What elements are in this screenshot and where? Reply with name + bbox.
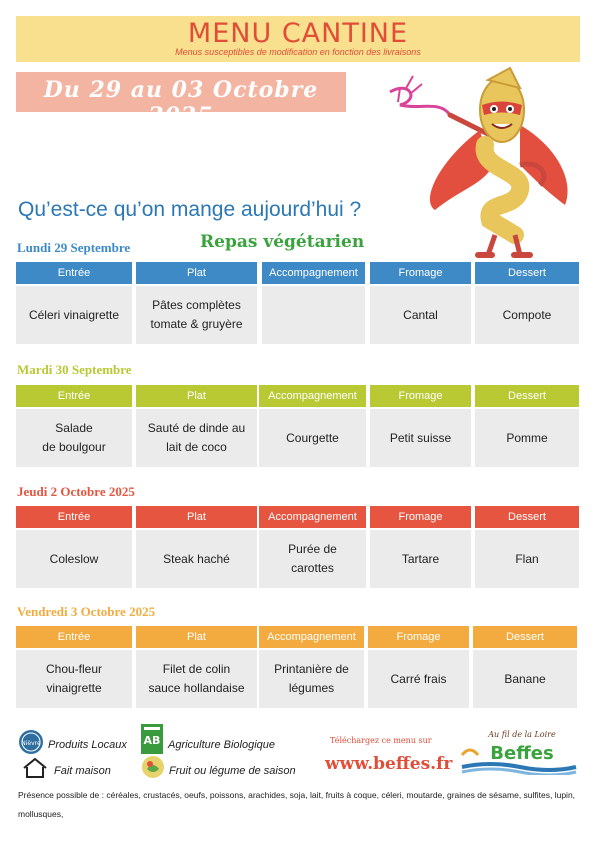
date-range-banner	[16, 72, 346, 129]
local-products-logo-icon	[18, 729, 44, 755]
legend-local: Produits Locaux	[48, 739, 127, 751]
page-title: MENU CANTINE	[187, 18, 409, 49]
column-header-fromage: Fromage	[370, 506, 471, 528]
svg-text:Beffes: Beffes	[490, 743, 554, 764]
question-heading: Qu’est-ce qu’on mange aujourd’hui ?	[18, 198, 362, 221]
column-header-fromage: Fromage	[370, 385, 471, 407]
seasonal-fruit-icon	[141, 755, 165, 779]
column-header-entree: Entrée	[16, 626, 132, 648]
menu-cell-entree: Salade de boulgour	[16, 409, 132, 467]
legend-seasonal: Fruit ou légume de saison	[169, 765, 296, 777]
column-header-accompagnement: Accompagnement	[259, 385, 366, 407]
page-subtitle: Menus susceptibles de modification en fonction des livraisons	[175, 47, 421, 57]
menu-cell-plat: Filet de colin sauce hollandaise	[136, 650, 257, 708]
column-header-plat: Plat	[136, 506, 257, 528]
menu-cell-accompagnement: Printanière de légumes	[259, 650, 364, 708]
allergens-note: Présence possible de : céréales, crustacés, oeufs, poissons, arachides, soja, lait, fruits à coque, céleri, moutarde, graines de sésame, sulfites, lupin, mollusques,	[18, 790, 576, 819]
menu-cell-dessert: Flan	[475, 530, 579, 588]
menu-cell-entree: Chou-fleur vinaigrette	[16, 650, 132, 708]
svg-text:Nièvre: Nièvre	[21, 740, 41, 747]
column-header-dessert: Dessert	[473, 626, 577, 648]
column-header-plat: Plat	[136, 626, 257, 648]
day-title: Mardi 30 Septembre	[17, 362, 132, 377]
column-header-entree: Entrée	[16, 385, 132, 407]
column-header-entree: Entrée	[16, 506, 132, 528]
menu-cell-accompagnement: Courgette	[259, 409, 366, 467]
legend-homemade: Fait maison	[54, 765, 111, 777]
pasta-superhero-mascot-icon	[380, 60, 580, 265]
legend-bio: Agriculture Biologique	[168, 739, 276, 751]
menu-cell-dessert: Pomme	[475, 409, 579, 467]
website-link[interactable]: www.beffes.fr	[325, 754, 453, 774]
homemade-house-icon	[22, 757, 48, 779]
day-title: Jeudi 2 Octobre 2025	[17, 484, 135, 499]
menu-cell-fromage: Tartare	[370, 530, 471, 588]
column-header-dessert: Dessert	[475, 506, 579, 528]
column-header-entree: Entrée	[16, 262, 132, 284]
svg-text:AB: AB	[143, 734, 161, 747]
menu-cell-entree: Coleslow	[16, 530, 132, 588]
column-header-plat: Plat	[136, 385, 257, 407]
column-header-fromage: Fromage	[368, 626, 469, 648]
column-header-accompagnement: Accompagnement	[259, 506, 366, 528]
column-header-plat: Plat	[136, 262, 257, 284]
day-title: Vendredi 3 Octobre 2025	[17, 604, 156, 619]
menu-cell-accompagnement: Purée de carottes	[259, 530, 366, 588]
column-header-accompagnement: Accompagnement	[262, 262, 365, 284]
organic-ab-logo-icon	[141, 724, 163, 754]
column-header-dessert: Dessert	[475, 385, 579, 407]
menu-cell-fromage: Cantal	[370, 286, 471, 344]
download-label: Téléchargez ce menu sur	[330, 736, 432, 745]
menu-cell-plat: Sauté de dinde au lait de coco	[136, 409, 257, 467]
vegetarian-label: Repas végétarien	[200, 232, 365, 252]
title-banner	[16, 16, 580, 62]
menu-cell-dessert: Banane	[473, 650, 577, 708]
menu-cell-plat: Steak haché	[136, 530, 257, 588]
column-header-dessert: Dessert	[475, 262, 579, 284]
svg-text:Au fil de la Loire: Au fil de la Loire	[488, 730, 556, 739]
day-title: Lundi 29 Septembre	[17, 240, 131, 255]
menu-cell-plat: Pâtes complètes tomate & gruyère	[136, 286, 257, 344]
beffes-town-logo-icon	[460, 725, 578, 775]
column-header-fromage: Fromage	[370, 262, 471, 284]
menu-cell-entree: Céleri vinaigrette	[16, 286, 132, 344]
menu-cell-dessert: Compote	[475, 286, 579, 344]
date-range: Du 29 au 03 Octobre 2025	[43, 77, 319, 129]
menu-cell-fromage: Carré frais	[368, 650, 469, 708]
menu-cell-fromage: Petit suisse	[370, 409, 471, 467]
column-header-accompagnement: Accompagnement	[259, 626, 364, 648]
menu-cell-accompagnement	[262, 286, 365, 344]
